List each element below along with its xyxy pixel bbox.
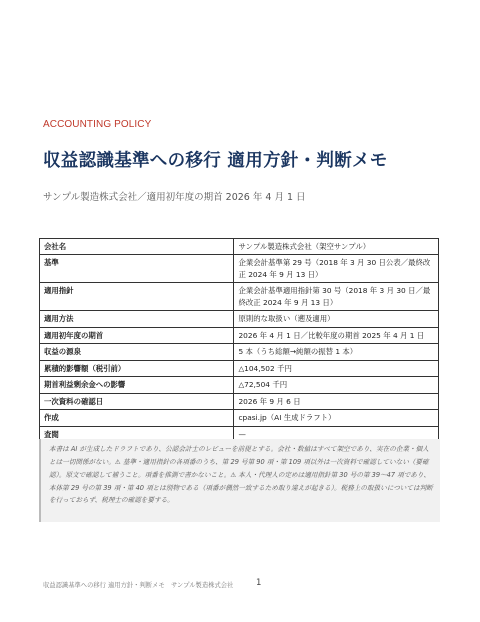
info-table-row bbox=[40, 239, 439, 255]
info-table bbox=[39, 238, 439, 443]
info-value: 2026 年 9 月 6 日 bbox=[234, 393, 439, 409]
info-label: 査閲 bbox=[40, 426, 234, 442]
document-kicker: ACCOUNTING POLICY bbox=[43, 119, 152, 130]
document-subtitle: サンプル製造株式会社／適用初年度の期首 2026 年 4 月 1 日 bbox=[43, 192, 306, 203]
info-table-row bbox=[40, 377, 439, 393]
info-table-row bbox=[40, 327, 439, 343]
info-value: 原則的な取扱い（遡及適用） bbox=[234, 311, 439, 327]
info-table-row bbox=[40, 311, 439, 327]
info-value: 5 本（うち総額→純額の振替 1 本） bbox=[234, 344, 439, 360]
info-value: △104,502 千円 bbox=[234, 360, 439, 376]
info-value: cpasi.jp（AI 生成ドラフト） bbox=[234, 410, 439, 426]
info-value: 企業会計基準適用指針第 30 号（2018 年 3 月 30 日／最終改正 2024 年 9 月 13 日） bbox=[234, 283, 439, 311]
info-label: 収益の源泉 bbox=[40, 344, 234, 360]
info-label: 一次資料の確認日 bbox=[40, 393, 234, 409]
disclaimer-note: 本書は AI が生成したドラフトであり、公認会計士のレビューを前提とする。会社・数値はすべて架空であり、実在の企業・個人とは一切関係がない。⚠ 基準・適用指針の各項番のうち、第 29 号第 90 項・第 109 項以外は一次資料で確認していない（要確認）。原文で確認して補うこと。項番を推測で書かないこと。⚠ 本人・代理人の定めは適用指針第 30 号の第 39〜47 項であり、本体第 29 号の第 39 項・第 40 項とは別物である（項番が偶然一致するため取り違えが起きる）。税務上の取扱いについては判断を行っておらず、税理士の確認を要する。 bbox=[39, 439, 440, 522]
page-footer: 収益認識基準への移行 適用方針・判断メモ サンプル製造株式会社 bbox=[43, 582, 234, 589]
info-table-row bbox=[40, 344, 439, 360]
info-label: 基準 bbox=[40, 255, 234, 283]
info-value: — bbox=[234, 426, 439, 442]
info-label: 累積的影響額（税引前） bbox=[40, 360, 234, 376]
document-title: 収益認識基準への移行 適用方針・判断メモ bbox=[43, 151, 388, 171]
info-table-row bbox=[40, 255, 439, 283]
info-value: 企業会計基準第 29 号（2018 年 3 月 30 日公表／最終改正 2024 年 9 月 13 日） bbox=[234, 255, 439, 283]
info-label: 期首利益剰余金への影響 bbox=[40, 377, 234, 393]
page-number: 1 bbox=[256, 578, 262, 588]
info-value: サンプル製造株式会社（架空サンプル） bbox=[234, 239, 439, 255]
info-label: 適用初年度の期首 bbox=[40, 327, 234, 343]
info-label: 会社名 bbox=[40, 239, 234, 255]
info-table-body bbox=[40, 239, 439, 443]
info-table-row bbox=[40, 410, 439, 426]
info-table-row bbox=[40, 393, 439, 409]
info-label: 適用方法 bbox=[40, 311, 234, 327]
info-value: 2026 年 4 月 1 日／比較年度の期首 2025 年 4 月 1 日 bbox=[234, 327, 439, 343]
info-table-row bbox=[40, 283, 439, 311]
info-label: 作成 bbox=[40, 410, 234, 426]
info-label: 適用指針 bbox=[40, 283, 234, 311]
info-table-row bbox=[40, 360, 439, 376]
info-value: △72,504 千円 bbox=[234, 377, 439, 393]
